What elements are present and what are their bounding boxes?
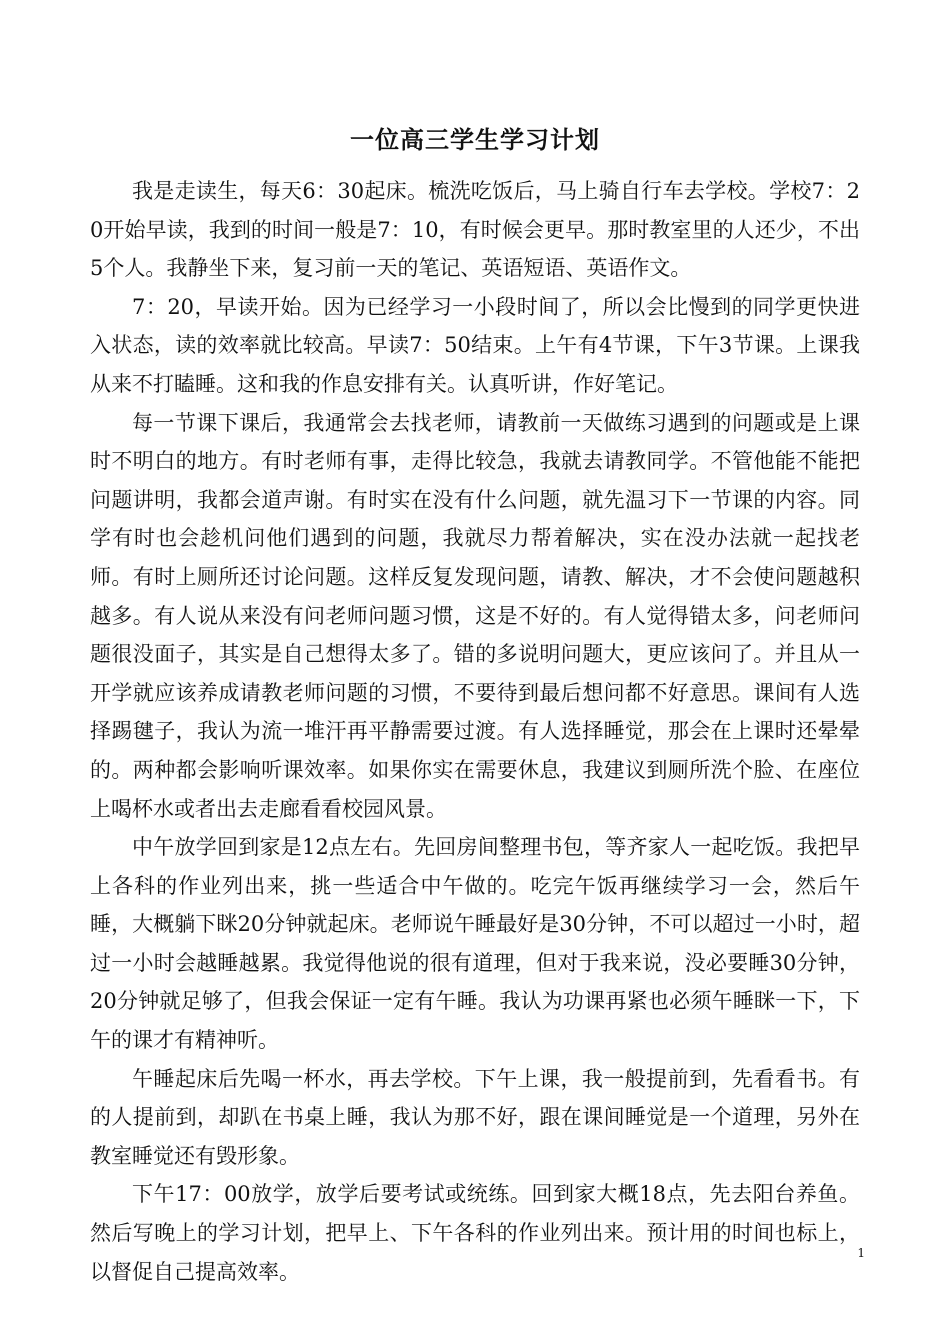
paragraph-noon: 中午放学回到家是12点左右。先回房间整理书包，等齐家人一起吃饭。我把早上各科的作业列出来，挑一些适合中午做的。吃完午饭再继续学习一会，然后午睡，大概躺下眯20分钟就起床。老师说午睡最好是30分钟，不可以超过一小时，超过一小时会越睡越累。我觉得他说的很有道理，但对于我来说，没必要睡30分钟，20分钟就足够了，但我会保证一定有午睡。我认为功课再紧也必须午睡眯一下，下午的课才有精神听。 xyxy=(90,835,860,1053)
document-title: 一位高三学生学习计划 xyxy=(350,125,600,155)
paragraph-afternoon: 午睡起床后先喝一杯水，再去学校。下午上课，我一般提前到，先看看书。有的人提前到，却趴在书桌上睡，我认为那不好，跟在课间睡觉是一个道理，另外在教室睡觉还有毁形象。 xyxy=(90,1066,860,1168)
paragraph-class-breaks: 每一节课下课后，我通常会去找老师，请教前一天做练习遇到的问题或是上课时不明白的地方。有时老师有事，走得比较急，我就去请教同学。不管他能不能把问题讲明，我都会道声谢。有时实在没有什么问题，就先温习下一节课的内容。同学有时也会趁机问他们遇到的问题，我就尽力帮着解决，实在没办法就一起找老师。有时上厕所还讨论问题。这样反复发现问题，请教、解决，才不会使问题越积越多。有人说从来没有问老师问题习惯，这是不好的。有人觉得错太多，问老师问题很没面子，其实是自己想得太多了。错的多说明问题大，更应该问了。并且从一开学就应该养成请教老师问题的习惯，不要待到最后想问都不好意思。课间有人选择踢毽子，我认为流一堆汗再平静需要过渡。有人选择睡觉，那会在上课时还晕晕的。两种都会影响听课效率。如果你实在需要休息，我建议到厕所洗个脸、在座位上喝杯水或者出去走廊看看校园风景。 xyxy=(90,410,860,821)
document-body xyxy=(90,172,860,1291)
paragraph-morning-arrival: 我是走读生，每天6：30起床。梳洗吃饭后，马上骑自行车去学校。学校7：20开始早读，我到的时间一般是7：10，有时候会更早。那时教室里的人还少，不出5个人。我静坐下来，复习前一天的笔记、英语短语、英语作文。 xyxy=(90,179,860,281)
paragraph-evening: 下午17：00放学，放学后要考试或统练。回到家大概18点，先去阳台养鱼。然后写晚上的学习计划，把早上、下午各科的作业列出来。预计用的时间也标上，以督促自己提高效率。 xyxy=(90,1182,860,1284)
paragraph-morning-reading: 7：20，早读开始。因为已经学习一小段时间了，所以会比慢到的同学更快进入状态，读的效率就比较高。早读7：50结束。上午有4节课，下午3节课。上课我从来不打瞌睡。这和我的作息安排有关。认真听讲，作好笔记。 xyxy=(90,294,860,396)
page-number: 1 xyxy=(857,1246,865,1260)
